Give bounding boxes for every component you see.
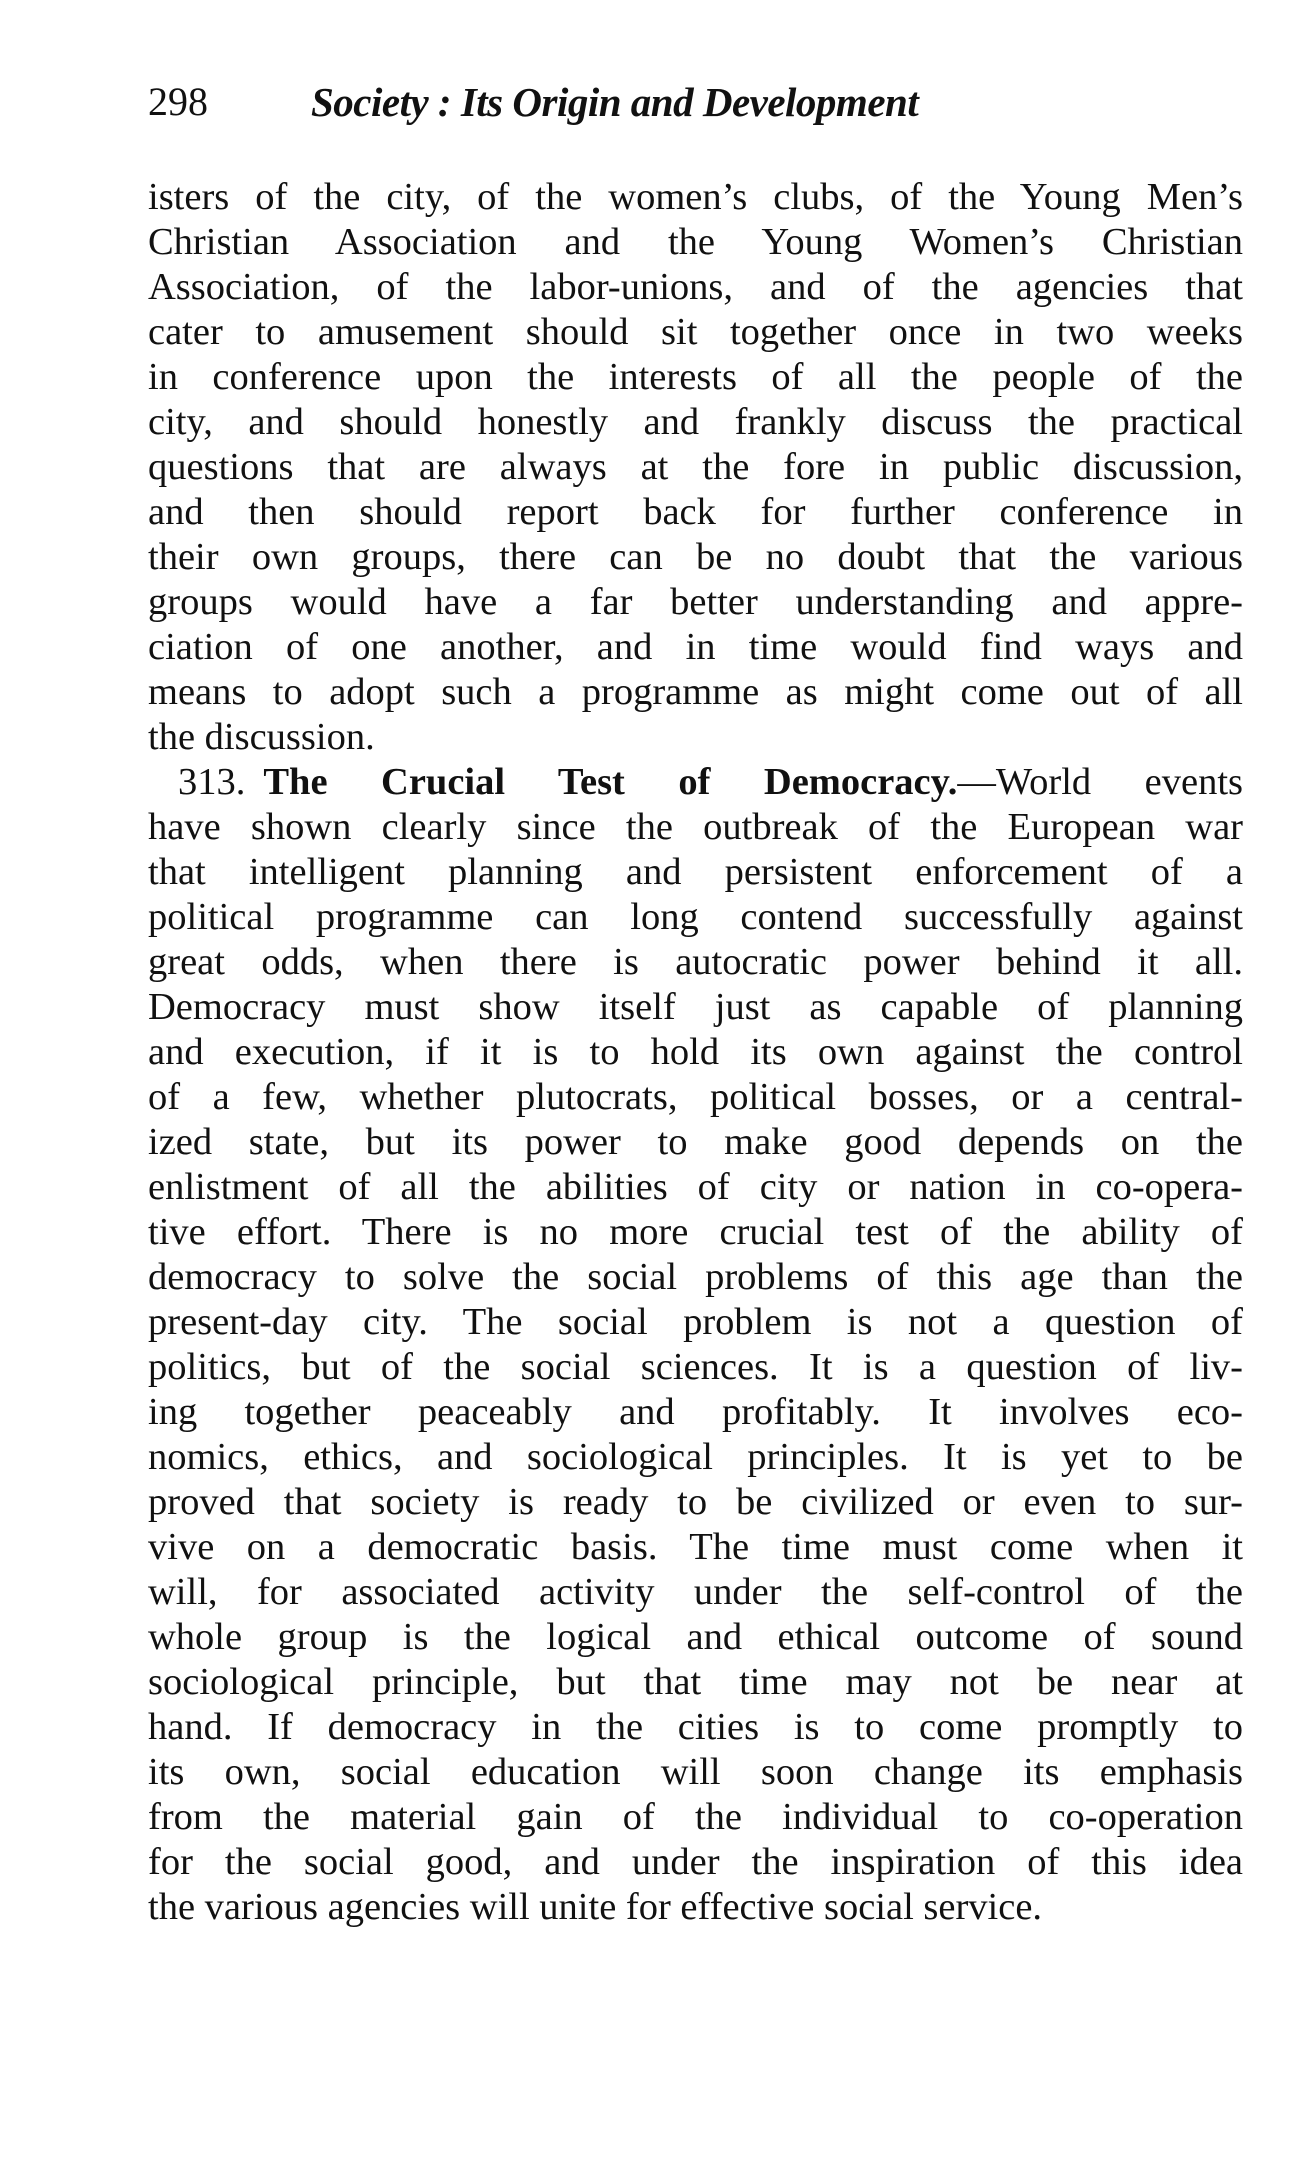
text-line: Democracy must show itself just as capable of planning bbox=[148, 986, 1243, 1028]
text-line: have shown clearly since the outbreak of the European war bbox=[148, 806, 1243, 848]
text-line: tive effort. There is no more crucial test of the ability of bbox=[148, 1211, 1243, 1253]
text-line: present-day city. The social problem is not a question of bbox=[148, 1301, 1243, 1343]
text-line: questions that are always at the fore in public discussion, bbox=[148, 446, 1243, 488]
text-line: the discussion. bbox=[148, 716, 375, 758]
text-line: hand. If democracy in the cities is to come promptly to bbox=[148, 1706, 1243, 1748]
text-line: that intelligent planning and persistent enforcement of a bbox=[148, 851, 1243, 893]
text-line: the various agencies will unite for effective social service. bbox=[148, 1886, 1043, 1928]
section-body bbox=[148, 805, 1243, 1930]
text-line: sociological principle, but that time may not be near at bbox=[148, 1661, 1243, 1703]
text-line: Christian Association and the Young Women’s Christian bbox=[148, 221, 1243, 263]
text-line: their own groups, there can be no doubt that the various bbox=[148, 536, 1243, 578]
text-line: enlistment of all the abilities of city or nation in co-opera- bbox=[148, 1166, 1243, 1208]
page-body bbox=[148, 175, 1243, 1930]
section-number: 313. bbox=[178, 761, 246, 803]
text-line: city, and should honestly and frankly discuss the practical bbox=[148, 401, 1243, 443]
text-line: great odds, when there is autocratic power behind it all. bbox=[148, 941, 1243, 983]
text-line: democracy to solve the social problems of this age than the bbox=[148, 1256, 1243, 1298]
section-313 bbox=[148, 760, 1243, 1930]
text-line: cater to amusement should sit together once in two weeks bbox=[148, 311, 1243, 353]
text-line: political programme can long contend successfully against bbox=[148, 896, 1243, 938]
text-line: will, for associated activity under the self-control of the bbox=[148, 1571, 1243, 1613]
text-line: groups would have a far better understanding and appre- bbox=[148, 581, 1243, 623]
page-number: 298 bbox=[148, 79, 208, 124]
text-line: means to adopt such a programme as might come out of all bbox=[148, 671, 1243, 713]
section-first-line-text: —World events bbox=[957, 761, 1243, 803]
text-line: in conference upon the interests of all the people of the bbox=[148, 356, 1243, 398]
text-line: vive on a democratic basis. The time must come when it bbox=[148, 1526, 1243, 1568]
text-line: from the material gain of the individual to co-operation bbox=[148, 1796, 1243, 1838]
text-line: its own, social education will soon change its emphasis bbox=[148, 1751, 1243, 1793]
text-line: for the social good, and under the inspiration of this idea bbox=[148, 1841, 1243, 1883]
text-line: and then should report back for further conference in bbox=[148, 491, 1243, 533]
text-line: politics, but of the social sciences. It is a question of liv- bbox=[148, 1346, 1243, 1388]
text-line: ized state, but its power to make good depends on the bbox=[148, 1121, 1243, 1163]
text-line: proved that society is ready to be civilized or even to sur- bbox=[148, 1481, 1243, 1523]
section-title: The Crucial Test of Democracy. bbox=[263, 761, 958, 803]
text-line: and execution, if it is to hold its own against the control bbox=[148, 1031, 1243, 1073]
text-line: ciation of one another, and in time would find ways and bbox=[148, 626, 1243, 668]
section-heading-line bbox=[148, 760, 1243, 805]
paragraph bbox=[148, 175, 1243, 760]
running-header bbox=[148, 78, 1148, 138]
text-line: ing together peaceably and profitably. It involves eco- bbox=[148, 1391, 1243, 1433]
text-line: of a few, whether plutocrats, political bosses, or a central- bbox=[148, 1076, 1243, 1118]
running-title: Society : Its Origin and Development bbox=[311, 79, 919, 125]
text-line: nomics, ethics, and sociological principles. It is yet to be bbox=[148, 1436, 1243, 1478]
text-line: Association, of the labor-unions, and of the agencies that bbox=[148, 266, 1243, 308]
text-line: isters of the city, of the women’s clubs, of the Young Men’s bbox=[148, 176, 1243, 218]
text-line: whole group is the logical and ethical outcome of sound bbox=[148, 1616, 1243, 1658]
